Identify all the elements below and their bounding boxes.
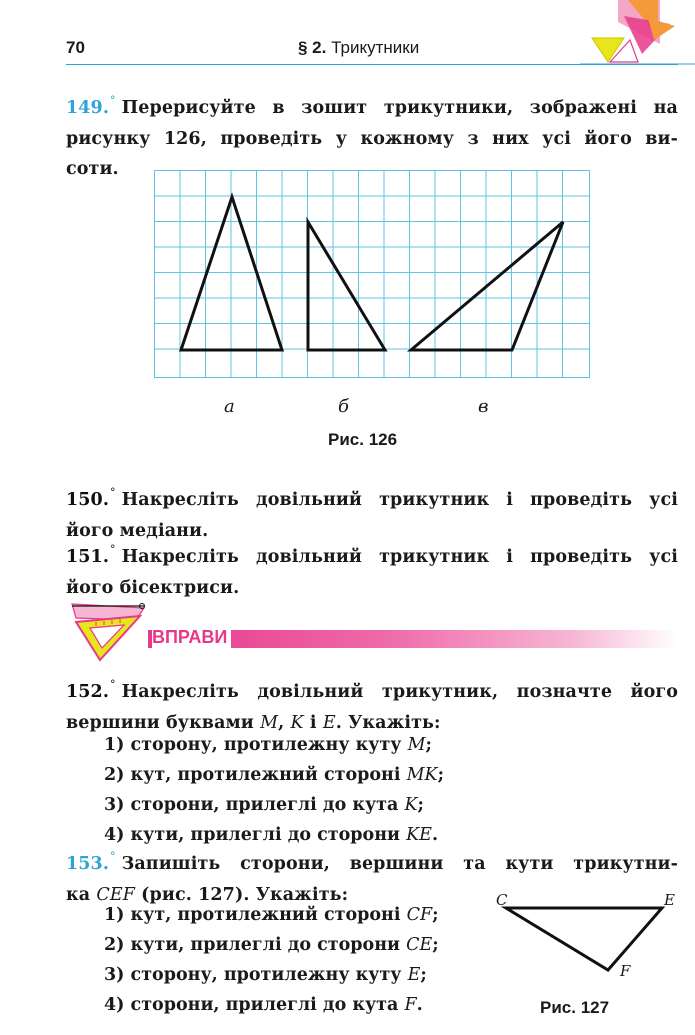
problem-149-line1 xyxy=(66,86,678,124)
problem-number-152: 152. xyxy=(66,682,110,702)
item-punct: ; xyxy=(420,965,427,985)
item-text: 3) сторони, прилеглі до кута xyxy=(104,795,405,815)
degree-mark: ° xyxy=(110,486,116,499)
problem-152-text3: . Укажіть: xyxy=(335,712,441,733)
problem-152-line1 xyxy=(66,670,678,708)
problem-152-item-3 xyxy=(104,790,424,820)
item-text: 1) кут, протилежний стороні xyxy=(104,905,407,925)
figure-126-label-a: а xyxy=(224,396,235,417)
triangle-v xyxy=(411,222,563,350)
problem-151-line1 xyxy=(66,535,678,573)
problem-152 xyxy=(66,670,678,738)
problem-149-line3: соти. xyxy=(66,159,119,179)
problem-151 xyxy=(66,535,678,603)
vertex-e-label: E xyxy=(664,891,675,909)
item-symbol: K xyxy=(404,795,418,815)
figure-127-triangle-cef xyxy=(490,890,680,990)
problem-150-line1 xyxy=(66,478,678,516)
item-punct: ; xyxy=(437,765,445,785)
problem-153-item-2 xyxy=(104,930,439,960)
degree-mark: ° xyxy=(110,94,116,107)
problem-152-item-2 xyxy=(104,760,444,790)
item-punct: ; xyxy=(432,935,439,955)
vertex-f-label: F xyxy=(620,962,631,980)
vertex-c-label: C xyxy=(496,891,508,909)
item-symbol: KE xyxy=(406,825,432,845)
problem-153-item-1 xyxy=(104,900,439,930)
item-text: 4) кути, прилеглі до сторони xyxy=(104,825,407,845)
item-symbol: MK xyxy=(406,765,438,785)
item-symbol: CE xyxy=(406,935,433,955)
item-text: 1) сторону, протилежну куту xyxy=(104,735,408,755)
section-title: Трикутники xyxy=(331,38,420,57)
grid-lines xyxy=(154,170,590,378)
vertex-k: K xyxy=(290,712,304,733)
figure-126-label-v: в xyxy=(478,396,489,417)
figure-127-caption: Рис. 127 xyxy=(540,998,610,1017)
figure-126-label-b: б xyxy=(338,396,349,417)
problem-153-text1: Запишіть сторони, вершини та кути трикутни- xyxy=(121,854,678,874)
item-symbol: M xyxy=(407,735,426,755)
problem-number-149: 149. xyxy=(66,98,110,118)
problem-153-item-4 xyxy=(104,990,423,1020)
item-punct: ; xyxy=(417,795,424,815)
item-text: 4) сторони, прилеглі до кута xyxy=(104,995,405,1015)
item-symbol: F xyxy=(404,995,417,1015)
item-symbol: E xyxy=(407,965,421,985)
section-sign: § 2. xyxy=(298,38,327,57)
item-punct: ; xyxy=(432,905,439,925)
problem-151-line2: його бісектриси. xyxy=(66,577,240,598)
degree-mark: ° xyxy=(110,850,116,863)
page-number: 70 xyxy=(66,38,85,57)
problem-number-153: 153. xyxy=(66,854,110,874)
problem-number-150: 150. xyxy=(66,490,110,510)
item-symbol: CF xyxy=(406,905,433,925)
problem-153-item-3 xyxy=(104,960,427,990)
problem-149-text1: Перерисуйте в зошит трикутники, зображені на xyxy=(121,98,678,118)
triangle-name: CEF xyxy=(96,884,135,905)
problem-151-text1: Накресліть довільний трикутник і проведіть усі xyxy=(121,547,678,567)
triangle-b xyxy=(308,222,385,350)
problem-152-item-1 xyxy=(104,730,432,760)
problem-number-151: 151. xyxy=(66,547,110,567)
degree-mark: ° xyxy=(110,543,116,556)
ruler-triangle-icon xyxy=(66,598,150,666)
vertex-e: E xyxy=(322,712,336,733)
exercises-banner-title: ВПРАВИ xyxy=(152,627,231,648)
problem-150-line2: його медіани. xyxy=(66,520,209,541)
item-punct: . xyxy=(416,995,423,1015)
problem-149-line2: рисунку 126, проведіть у кожному з них усі його ви- xyxy=(66,128,678,149)
separator: , xyxy=(278,712,291,733)
problem-152-text1: Накресліть довільний трикутник, позначте його xyxy=(121,682,678,702)
problem-153-text2: ка xyxy=(66,884,97,905)
degree-mark: ° xyxy=(110,678,116,691)
problem-150-text1: Накресліть довільний трикутник і проведіть усі xyxy=(121,490,678,510)
item-text: 2) кути, прилеглі до сторони xyxy=(104,935,407,955)
corner-decoration-icon xyxy=(580,0,695,68)
item-text: 2) кут, протилежний стороні xyxy=(104,765,407,785)
problem-153-line1 xyxy=(66,842,678,880)
item-text: 3) сторону, протилежну куту xyxy=(104,965,408,985)
conjunction: і xyxy=(303,712,323,733)
item-punct: . xyxy=(431,825,439,845)
figure-126-caption: Рис. 126 xyxy=(328,430,398,449)
vertex-m: M xyxy=(260,712,279,733)
running-header xyxy=(298,38,419,58)
item-punct: ; xyxy=(425,735,432,755)
triangle-cef xyxy=(506,908,662,970)
problem-153-text3: (рис. 127). Укажіть: xyxy=(134,884,349,905)
problem-152-text2: вершини буквами xyxy=(66,712,261,733)
figure-126-grid xyxy=(154,170,590,378)
